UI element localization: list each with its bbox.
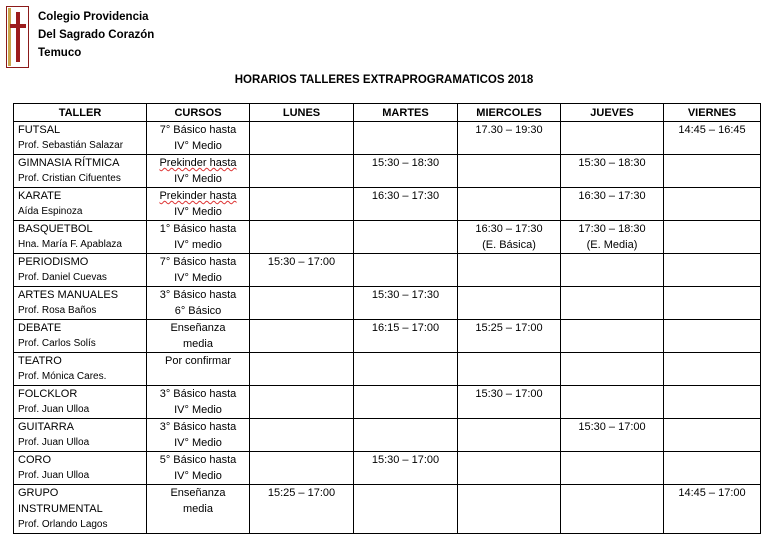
header-martes: MARTES — [354, 104, 458, 122]
jueves-cell — [561, 485, 664, 534]
jueves-cell — [561, 419, 664, 452]
curso-cell — [147, 155, 250, 188]
martes-cell — [354, 419, 458, 452]
curso-line-1: 7° Básico hasta — [159, 124, 237, 136]
miercoles-cell — [458, 122, 561, 155]
taller-cell — [14, 485, 147, 534]
jueves-cell — [561, 188, 664, 221]
martes-cell — [354, 221, 458, 254]
miercoles-cell — [458, 386, 561, 419]
curso-line-2: IV° Medio — [174, 470, 222, 482]
taller-cell — [14, 287, 147, 320]
header-taller: TALLER — [14, 104, 147, 122]
miercoles-cell — [458, 155, 561, 188]
jueves-note: (E. Media) — [586, 239, 638, 251]
martes-cell — [354, 254, 458, 287]
curso-cell — [147, 287, 250, 320]
taller-cell — [14, 122, 147, 155]
taller-teacher: Hna. María F. Apablaza — [18, 239, 122, 250]
miercoles-cell — [458, 221, 561, 254]
curso-line-1: Prekinder hasta — [159, 157, 237, 169]
school-crest-icon — [6, 6, 29, 68]
curso-line-2: media — [183, 503, 213, 515]
taller-teacher: Prof. Juan Ulloa — [18, 470, 90, 481]
jueves-cell — [561, 254, 664, 287]
curso-cell — [147, 254, 250, 287]
table-row — [14, 452, 761, 485]
taller-cell — [14, 419, 147, 452]
table-row — [14, 320, 761, 353]
lunes-cell: 15:25 – 17:00 — [250, 485, 354, 534]
viernes-cell — [664, 287, 761, 320]
curso-line-1: Enseñanza — [170, 322, 226, 334]
curso-line-2: IV° Medio — [174, 140, 222, 152]
lunes-cell — [250, 122, 354, 155]
curso-cell — [147, 485, 250, 534]
viernes-cell — [664, 188, 761, 221]
taller-name: PERIODISMO — [18, 256, 89, 268]
jueves-time: 16:30 – 17:30 — [578, 190, 646, 202]
martes-cell: 15:30 – 17:00 — [354, 452, 458, 485]
martes-cell: 16:30 – 17:30 — [354, 188, 458, 221]
taller-name: KARATE — [18, 190, 62, 202]
table-row — [14, 386, 761, 419]
jueves-cell — [561, 386, 664, 419]
jueves-cell — [561, 287, 664, 320]
miercoles-note: (E. Básica) — [482, 239, 536, 251]
curso-cell — [147, 188, 250, 221]
lunes-cell — [250, 320, 354, 353]
martes-cell: 15:30 – 17:30 — [354, 287, 458, 320]
jueves-cell — [561, 122, 664, 155]
taller-teacher: Prof. Daniel Cuevas — [18, 272, 107, 283]
jueves-cell — [561, 221, 664, 254]
curso-line-1: 1° Básico hasta — [159, 223, 237, 235]
curso-cell — [147, 353, 250, 386]
taller-name-line-2: INSTRUMENTAL — [18, 503, 103, 515]
curso-line-2: IV° medio — [174, 239, 222, 251]
taller-cell — [14, 254, 147, 287]
taller-cell — [14, 221, 147, 254]
header-jueves: JUEVES — [561, 104, 664, 122]
header-cursos: CURSOS — [147, 104, 250, 122]
jueves-cell — [561, 452, 664, 485]
taller-cell — [14, 452, 147, 485]
header-lunes: LUNES — [250, 104, 354, 122]
viernes-cell: 14:45 – 16:45 — [664, 122, 761, 155]
table-row — [14, 353, 761, 386]
table-row — [14, 221, 761, 254]
taller-teacher: Prof. Sebastián Salazar — [18, 140, 124, 151]
martes-cell — [354, 353, 458, 386]
taller-teacher: Prof. Juan Ulloa — [18, 404, 90, 415]
curso-line-2: IV° Medio — [174, 206, 222, 218]
taller-cell — [14, 188, 147, 221]
curso-cell — [147, 452, 250, 485]
taller-name: GIMNASIA RÍTMICA — [18, 157, 120, 169]
school-name — [38, 8, 154, 62]
martes-cell: 16:15 – 17:00 — [354, 320, 458, 353]
miercoles-time: 17.30 – 19:30 — [475, 124, 543, 136]
lunes-cell — [250, 287, 354, 320]
curso-line-1: 3° Básico hasta — [159, 421, 237, 433]
taller-teacher: Prof. Mónica Cares. — [18, 371, 107, 382]
curso-line-2: IV° Medio — [174, 272, 222, 284]
header-row — [14, 104, 761, 122]
lunes-cell — [250, 188, 354, 221]
curso-line-1: Por confirmar — [164, 355, 232, 367]
viernes-cell — [664, 254, 761, 287]
jueves-cell — [561, 320, 664, 353]
taller-teacher: Prof. Cristian Cifuentes — [18, 173, 121, 184]
taller-name: FUTSAL — [18, 124, 61, 136]
jueves-time: 15:30 – 18:30 — [578, 157, 646, 169]
curso-line-1: 5° Básico hasta — [159, 454, 237, 466]
miercoles-cell — [458, 254, 561, 287]
document-title: HORARIOS TALLERES EXTRAPROGRAMATICOS 2018 — [234, 74, 534, 86]
crest-band — [8, 8, 11, 66]
lunes-cell — [250, 353, 354, 386]
viernes-cell — [664, 320, 761, 353]
curso-line-2: media — [183, 338, 213, 350]
curso-cell — [147, 320, 250, 353]
taller-cell — [14, 386, 147, 419]
school-line-1: Colegio Providencia — [38, 11, 149, 23]
curso-line-1: Prekinder hasta — [159, 190, 237, 202]
curso-line-1: 7° Básico hasta — [159, 256, 237, 268]
header-miercoles: MIERCOLES — [458, 104, 561, 122]
miercoles-cell — [458, 452, 561, 485]
curso-cell — [147, 122, 250, 155]
taller-teacher: Prof. Carlos Solís — [18, 338, 96, 349]
viernes-cell — [664, 452, 761, 485]
viernes-cell: 14:45 – 17:00 — [664, 485, 761, 534]
table-row — [14, 287, 761, 320]
taller-teacher: Prof. Orlando Lagos — [18, 519, 108, 530]
jueves-cell — [561, 155, 664, 188]
miercoles-cell — [458, 287, 561, 320]
crest-cross-vertical — [16, 12, 20, 62]
lunes-cell — [250, 452, 354, 485]
table-row — [14, 254, 761, 287]
jueves-time: 17:30 – 18:30 — [578, 223, 646, 235]
taller-name: DEBATE — [18, 322, 62, 334]
crest-cross-horizontal — [10, 24, 26, 28]
viernes-cell — [664, 386, 761, 419]
curso-line-1: Enseñanza — [170, 487, 226, 499]
curso-line-1: 3° Básico hasta — [159, 289, 237, 301]
miercoles-cell — [458, 188, 561, 221]
martes-cell — [354, 122, 458, 155]
lunes-cell — [250, 386, 354, 419]
miercoles-time: 16:30 – 17:30 — [475, 223, 543, 235]
taller-name: FOLCKLOR — [18, 388, 78, 400]
school-line-2: Del Sagrado Corazón — [38, 29, 155, 41]
taller-name: GUITARRA — [18, 421, 75, 433]
curso-line-2: IV° Medio — [174, 437, 222, 449]
miercoles-cell — [458, 485, 561, 534]
curso-cell — [147, 221, 250, 254]
taller-name: ARTES MANUALES — [18, 289, 119, 301]
miercoles-cell — [458, 353, 561, 386]
taller-name: CORO — [18, 454, 51, 466]
table-row — [14, 188, 761, 221]
taller-cell — [14, 320, 147, 353]
viernes-cell — [664, 419, 761, 452]
school-line-3: Temuco — [38, 47, 82, 59]
curso-line-2: 6° Básico — [174, 305, 222, 317]
taller-name: BASQUETBOL — [18, 223, 93, 235]
table-row — [14, 155, 761, 188]
curso-cell — [147, 386, 250, 419]
martes-cell — [354, 386, 458, 419]
taller-teacher: Aída Espinoza — [18, 206, 83, 217]
table-row — [14, 485, 761, 534]
viernes-cell — [664, 353, 761, 386]
lunes-cell — [250, 419, 354, 452]
curso-cell — [147, 419, 250, 452]
miercoles-time: 15:30 – 17:00 — [475, 388, 543, 400]
lunes-cell: 15:30 – 17:00 — [250, 254, 354, 287]
table-row — [14, 122, 761, 155]
miercoles-time: 15:25 – 17:00 — [475, 322, 543, 334]
curso-line-2: IV° Medio — [174, 173, 222, 185]
taller-teacher: Prof. Juan Ulloa — [18, 437, 90, 448]
taller-name: GRUPO — [18, 487, 59, 499]
taller-name: TEATRO — [18, 355, 62, 367]
jueves-cell — [561, 353, 664, 386]
martes-cell — [354, 485, 458, 534]
header-viernes: VIERNES — [664, 104, 761, 122]
taller-cell — [14, 353, 147, 386]
viernes-cell — [664, 155, 761, 188]
table-row — [14, 419, 761, 452]
viernes-cell — [664, 221, 761, 254]
taller-teacher: Prof. Rosa Baños — [18, 305, 97, 316]
jueves-time: 15:30 – 17:00 — [578, 421, 646, 433]
curso-line-1: 3° Básico hasta — [159, 388, 237, 400]
miercoles-cell — [458, 419, 561, 452]
curso-line-2: IV° Medio — [174, 404, 222, 416]
martes-cell: 15:30 – 18:30 — [354, 155, 458, 188]
lunes-cell — [250, 155, 354, 188]
schedule-table — [13, 103, 761, 534]
miercoles-cell — [458, 320, 561, 353]
taller-cell — [14, 155, 147, 188]
lunes-cell — [250, 221, 354, 254]
